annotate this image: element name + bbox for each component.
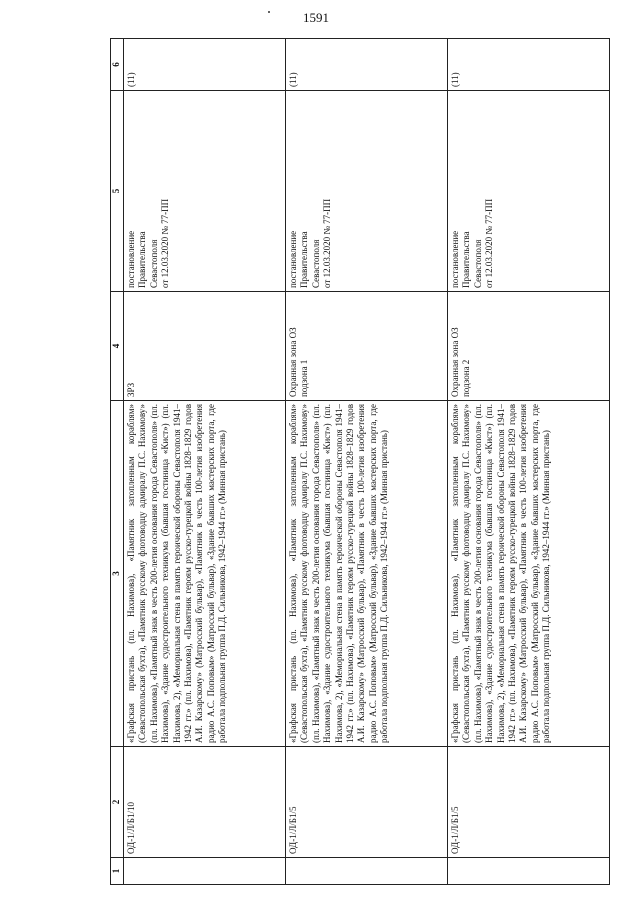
document-cell	[448, 91, 610, 292]
document-line: постановление	[126, 230, 136, 288]
document-line: Севастополя	[148, 239, 159, 288]
document-line: Правительства	[137, 231, 148, 288]
table-row	[286, 39, 448, 885]
document-line: Севастополя	[472, 239, 483, 288]
column-header-3: 3	[111, 401, 124, 747]
table-row	[124, 39, 286, 885]
column-header-1: 1	[111, 858, 124, 885]
row-number-cell	[448, 858, 610, 885]
document-cell	[286, 91, 448, 292]
note-cell: (11)	[124, 39, 286, 91]
document-line: Севастополя	[310, 239, 321, 288]
zone-code-cell: ОД-1/Л/Б1/10	[124, 747, 286, 858]
document-line: от 12.03.2020 № 77-ПП	[322, 198, 333, 288]
zone-code-cell: ОД-1/Л/Б1/5	[448, 747, 610, 858]
objects-cell: «Графская пристань (пл. Нахимова), «Памятник затопленным кораблям» (Севастопольская бухта), «Памятник русскому флотоводцу адмиралу П.С. Нахимову» (пл. Нахимова), «Памятный знак в честь 200-летия основания города Севастополя» (пл. Нахимова), «Здание судостроительного техникума (бывшая гостиница «Кист») (пл. Нахимова, 2), «Мемориальная стена в память героической обороны Севастополя 1941–1942 гг.» (пл. Нахимова), «Памятник героям русско-турецкой войны 1828–1829 годов А.И. Казарскому» (Матросский бульвар), «Памятник в честь 100-летия изобретения радио А.С. Поповым» (Матросский бульвар), «Здание бывших мастерских порта, где работала подпольная группа П.Д. Сильникова, 1942–1944 гг.» (Минная пристань)	[448, 401, 610, 747]
zone-code-cell: ОД-1/Л/Б1/5	[286, 747, 448, 858]
document-line: от 12.03.2020 № 77-ПП	[160, 198, 171, 288]
column-header-4: 4	[111, 292, 124, 401]
zone-type-cell: Охранная зона ОЗ подзона 2	[448, 292, 610, 401]
document-line: постановление	[450, 230, 460, 288]
document-line: Правительства	[299, 231, 310, 288]
row-number-cell	[286, 858, 448, 885]
column-header-2: 2	[111, 747, 124, 858]
page-number: 1591	[303, 10, 329, 25]
note-cell: (11)	[286, 39, 448, 91]
zone-type-cell: ЗРЗ	[124, 292, 286, 401]
document-line: от 12.03.2020 № 77-ПП	[484, 198, 495, 288]
table-row	[448, 39, 610, 885]
rotated-table-container	[110, 45, 622, 885]
row-number-cell	[124, 858, 286, 885]
objects-table	[110, 38, 610, 885]
objects-cell: «Графская пристань (пл. Нахимова), «Памятник затопленным кораблям» (Севастопольская бухта), «Памятник русскому флотоводцу адмиралу П.С. Нахимову» (пл. Нахимова), «Памятный знак в честь 200-летия основания города Севастополя» (пл. Нахимова), «Здание судостроительного техникума (бывшая гостиница «Кист») (пл. Нахимова, 2), «Мемориальная стена в память героической обороны Севастополя 1941–1942 гг.» (пл. Нахимова), «Памятник героям русско-турецкой войны 1828–1829 годов А.И. Казарскому» (Матросский бульвар), «Памятник в честь 100-летия изобретения радио А.С. Поповым» (Матросский бульвар), «Здание бывших мастерских порта, где работала подпольная группа П.Д. Сильникова, 1942–1944 гг.» (Минная пристань)	[286, 401, 448, 747]
column-number-row	[111, 39, 124, 885]
document-line: постановление	[288, 230, 298, 288]
column-header-5: 5	[111, 91, 124, 292]
zone-type-cell: Охранная зона ОЗ подзона 1	[286, 292, 448, 401]
document-line: Правительства	[461, 231, 472, 288]
column-header-6: 6	[111, 39, 124, 91]
document-cell	[124, 91, 286, 292]
rotated-table-area	[110, 45, 622, 885]
note-cell: (11)	[448, 39, 610, 91]
objects-cell: «Графская пристань (пл. Нахимова), «Памятник затопленным кораблям» (Севастопольская бухта), «Памятник русскому флотоводцу адмиралу П.С. Нахимову» (пл. Нахимова), «Памятный знак в честь 200-летия основания города Севастополя» (пл. Нахимова), «Здание судостроительного техникума (бывшая гостиница «Кист») (пл. Нахимова, 2), «Мемориальная стена в память героической обороны Севастополя 1941–1942 гг.» (пл. Нахимова), «Памятник героям русско-турецкой войны 1828–1829 годов А.И. Казарскому» (Матросский бульвар), «Памятник в честь 100-летия изобретения радио А.С. Поповым» (Матросский бульвар), «Здание бывших мастерских порта, где работала подпольная группа П.Д. Сильникова, 1942–1944 гг.» (Минная пристань)	[124, 401, 286, 747]
scan-speck	[268, 11, 270, 13]
